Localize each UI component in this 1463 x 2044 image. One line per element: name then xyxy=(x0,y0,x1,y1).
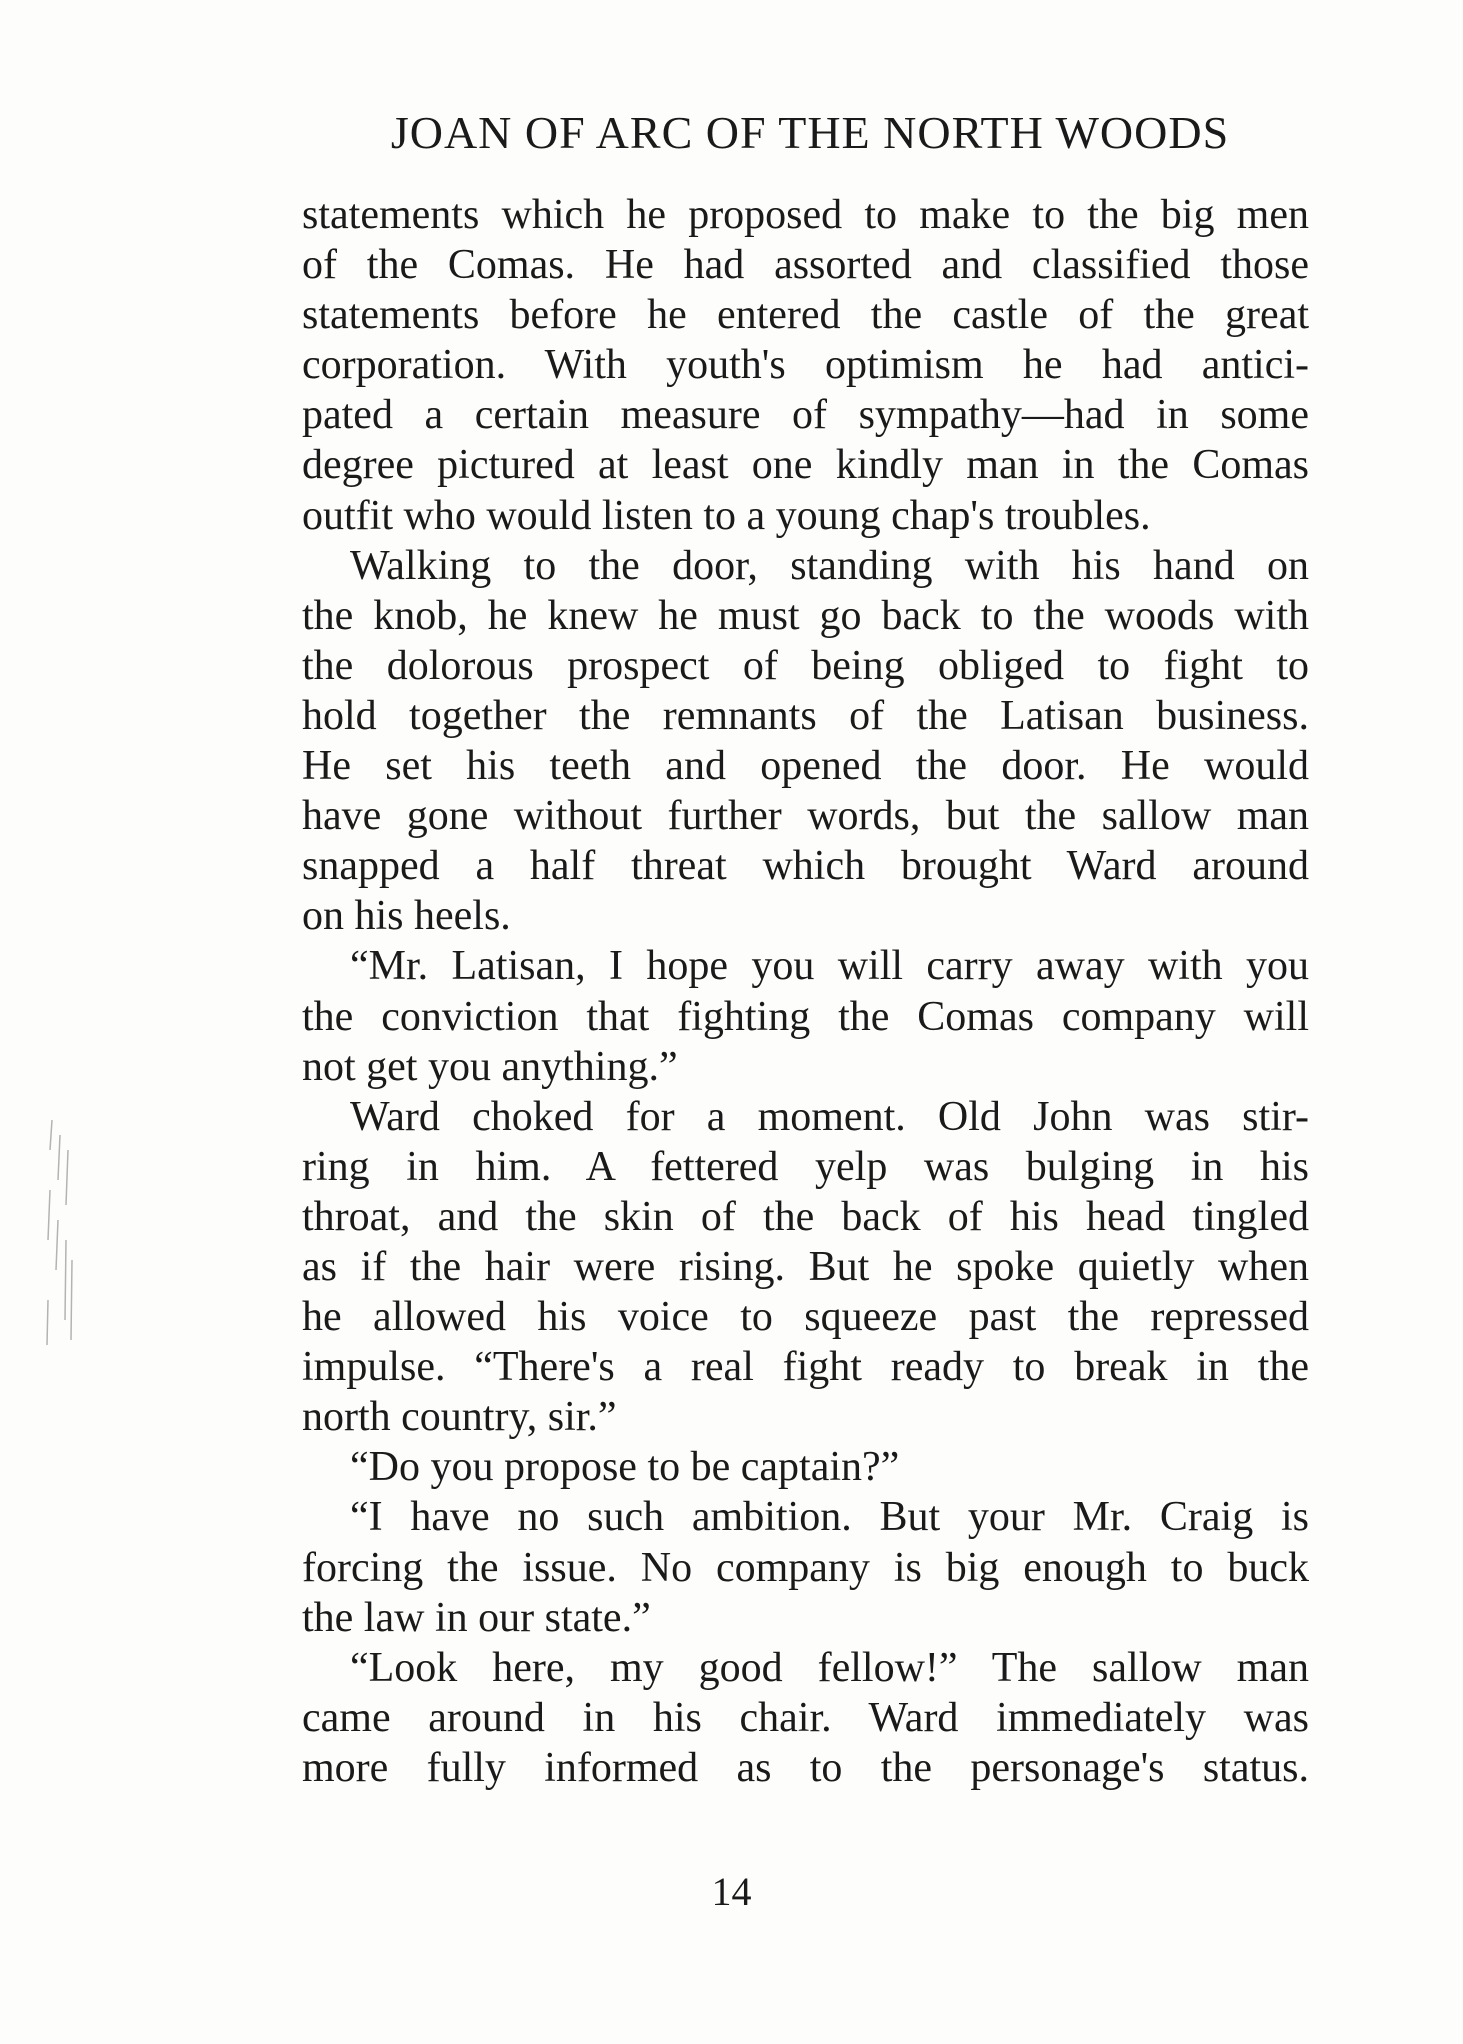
text-line: Ward choked for a moment. Old John was stir- xyxy=(350,1093,1309,1140)
text-line: outfit who would listen to a young chap's troubles. xyxy=(302,492,1151,539)
running-head: JOAN OF ARC OF THE NORTH WOODS xyxy=(390,107,1230,158)
margin-bleed-marks xyxy=(38,1110,88,1350)
text-line: pated a certain measure of sympathy—had in some xyxy=(302,392,1309,439)
text-line: the conviction that fighting the Comas company will xyxy=(302,993,1309,1040)
text-line: more fully informed as to the personage's status. xyxy=(302,1744,1309,1791)
text-line: degree pictured at least one kindly man in the Comas xyxy=(302,442,1309,489)
text-line: statements which he proposed to make to the big men xyxy=(302,192,1309,238)
text-line: “I have no such ambition. But your Mr. Craig is xyxy=(350,1494,1309,1541)
text-line: snapped a half threat which brought Ward around xyxy=(302,843,1309,890)
text-line: the dolorous prospect of being obliged to fight to xyxy=(302,642,1309,689)
text-line: the law in our state.” xyxy=(302,1594,651,1641)
text-line: north country, sir.” xyxy=(302,1394,617,1441)
page-number: 14 xyxy=(711,1869,752,1914)
text-line: He set his teeth and opened the door. He would xyxy=(302,743,1309,790)
text-line: statements before he entered the castle of the great xyxy=(302,292,1309,339)
text-line: came around in his chair. Ward immediately was xyxy=(302,1694,1309,1741)
text-line: not get you anything.” xyxy=(302,1043,678,1090)
text-line: on his heels. xyxy=(302,893,511,940)
text-line: “Look here, my good fellow!” The sallow man xyxy=(350,1644,1309,1691)
text-line: forcing the issue. No company is big enough to buck xyxy=(302,1544,1309,1591)
text-line: of the Comas. He had assorted and classified those xyxy=(302,242,1309,289)
text-line: the knob, he knew he must go back to the woods with xyxy=(302,592,1309,639)
text-line: ring in him. A fettered yelp was bulging in his xyxy=(302,1143,1309,1190)
text-line: Walking to the door, standing with his hand on xyxy=(350,542,1309,589)
text-line: impulse. “There's a real fight ready to break in the xyxy=(302,1344,1309,1391)
text-line: hold together the remnants of the Latisan business. xyxy=(302,692,1309,739)
text-line: throat, and the skin of the back of his head tingled xyxy=(302,1193,1309,1240)
text-line: “Mr. Latisan, I hope you will carry away with you xyxy=(350,943,1309,990)
text-line: have gone without further words, but the sallow man xyxy=(302,793,1309,840)
text-line: as if the hair were rising. But he spoke quietly when xyxy=(302,1243,1309,1290)
text-line: “Do you propose to be captain?” xyxy=(350,1444,900,1491)
body-text xyxy=(302,190,1309,1793)
text-line: corporation. With youth's optimism he had antici- xyxy=(302,342,1309,389)
text-line: he allowed his voice to squeeze past the repressed xyxy=(302,1294,1309,1341)
